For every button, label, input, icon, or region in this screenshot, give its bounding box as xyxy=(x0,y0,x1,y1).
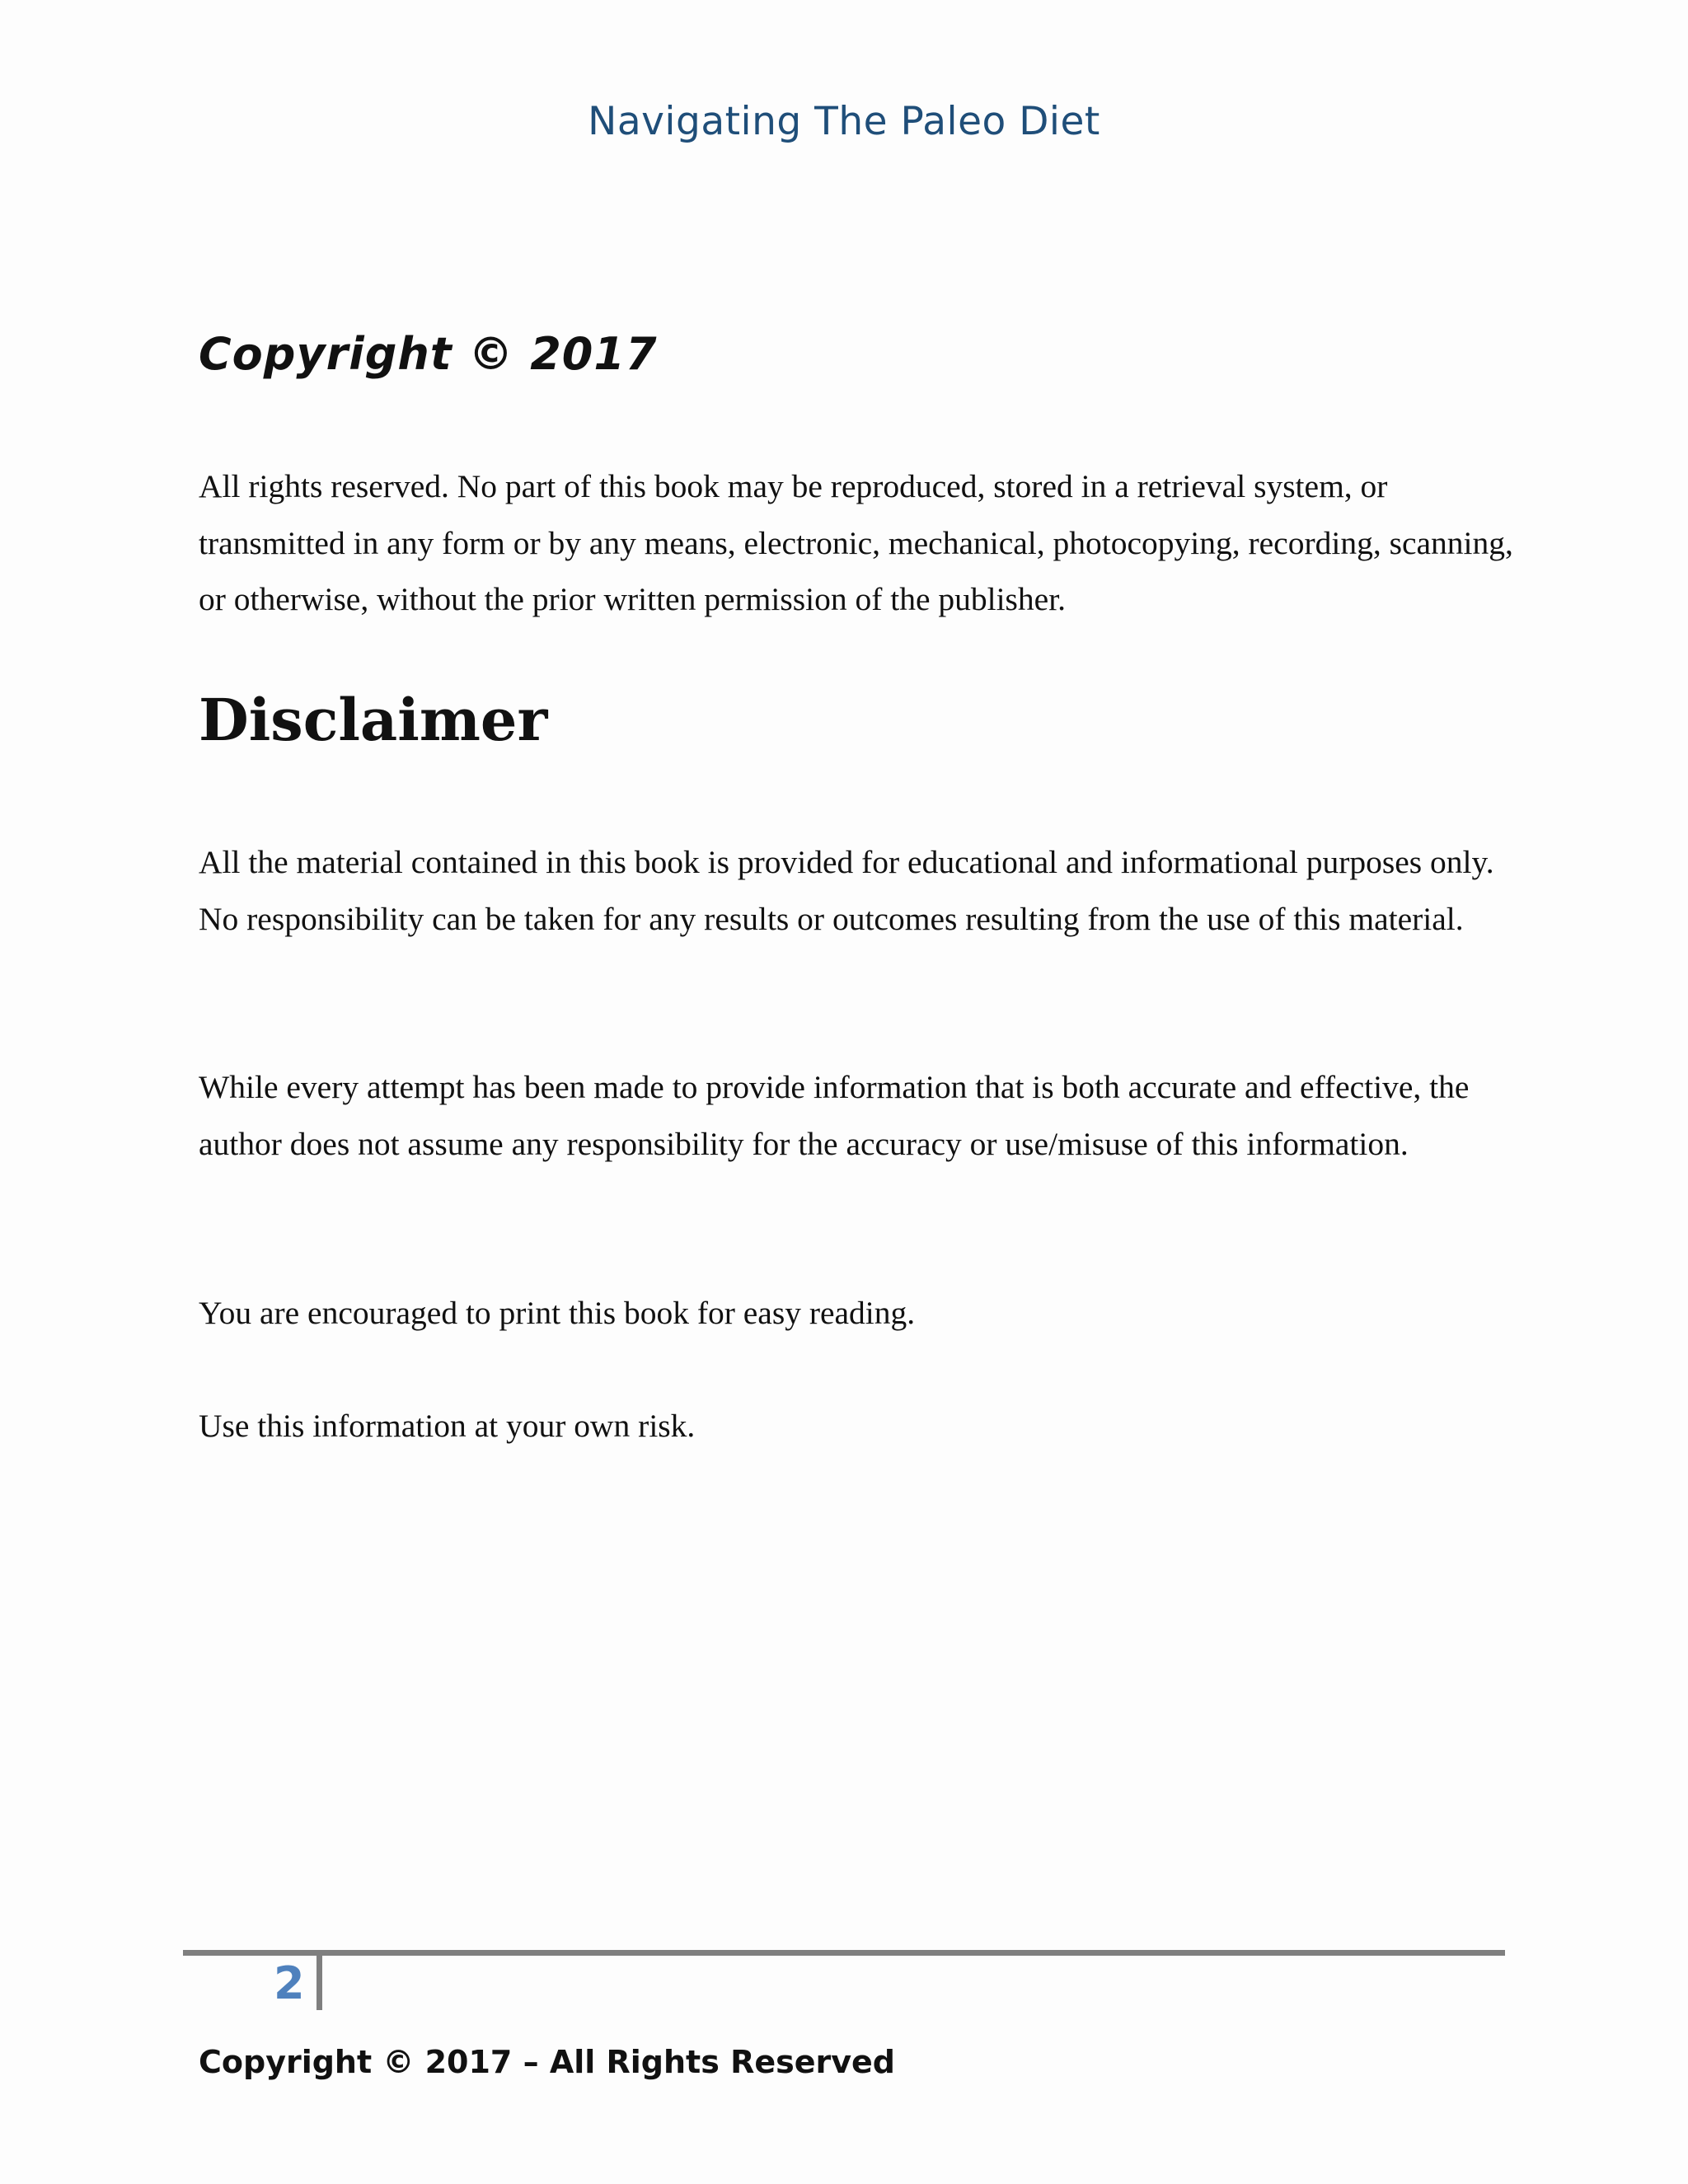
running-header-title: Navigating The Paleo Diet xyxy=(588,99,1100,144)
page-number: 2 xyxy=(274,1957,305,2009)
footer-rule xyxy=(183,1950,1505,1956)
disclaimer-paragraph: While every attempt has been made to provide information that is both accurate and effective, the author does not assume any responsibility for the accuracy or use/misuse of this information. xyxy=(199,1069,1470,1162)
disclaimer-paragraph: You are encouraged to print this book for easy reading. xyxy=(199,1295,916,1331)
disclaimer-paragraph: All the material contained in this book is provided for educational and informational purposes only. No responsibility can be taken for any results or outcomes resulting from the use of this material. xyxy=(199,844,1494,937)
footer-copyright: Copyright © 2017 – All Rights Reserved xyxy=(199,2044,895,2080)
disclaimer-paragraph: Use this information at your own risk. xyxy=(199,1408,696,1444)
copyright-paragraph: All rights reserved. No part of this book may be reproduced, stored in a retrieval system, or transmitted in any form or by any means, electronic, mechanical, photocopying, recording, scanning, or otherwise, without the prior written permission of the publisher. xyxy=(199,468,1513,617)
page-number-divider xyxy=(316,1956,322,2010)
copyright-heading: Copyright © 2017 xyxy=(199,328,658,380)
disclaimer-heading: Disclaimer xyxy=(199,686,548,754)
